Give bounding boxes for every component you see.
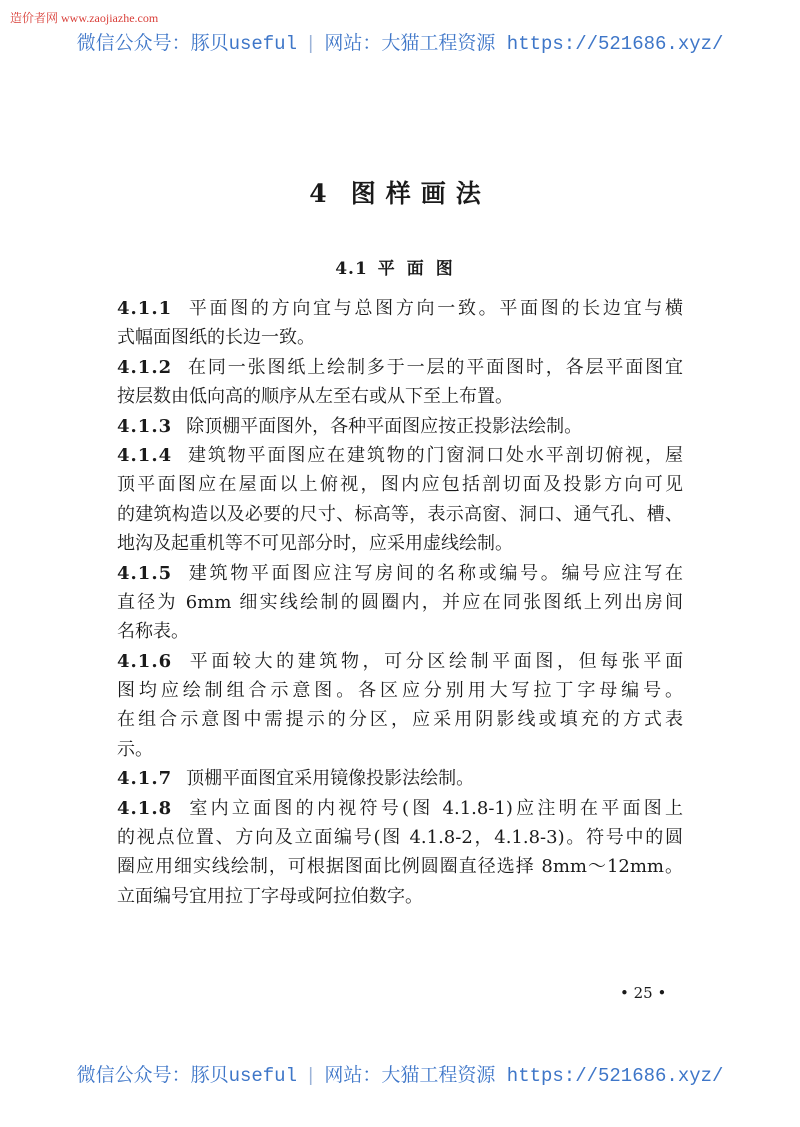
clause-4-1-5 xyxy=(117,559,683,647)
text-line xyxy=(117,559,683,588)
text-line xyxy=(117,353,683,382)
watermark-left: 微信公众号：豚贝useful xyxy=(76,33,297,55)
clause-number: 4.1.3 xyxy=(117,415,173,437)
line-text: 圈应用细实线绘制，可根据图面比例圆圈直径选择 8mm～12mm。 xyxy=(117,856,683,878)
clause-number: 4.1.1 xyxy=(117,298,173,319)
text-line xyxy=(117,382,683,411)
line-text: 平面图的方向宜与总图方向一致。平面图的长边宜与横 xyxy=(186,298,683,319)
line-text: 示。 xyxy=(117,738,153,760)
text-line xyxy=(117,882,683,911)
line-text: 式幅面图纸的长边一致。 xyxy=(117,327,315,349)
line-text: 地沟及起重机等不可见部分时，应采用虚线绘制。 xyxy=(117,533,513,555)
line-text: 平面较大的建筑物，可分区绘制平面图，但每张平面 xyxy=(186,650,683,672)
text-line xyxy=(117,764,683,793)
clause-4-1-1 xyxy=(117,294,683,353)
chapter-number: 4 xyxy=(309,179,337,208)
line-text: 的建筑构造以及必要的尺寸、标高等，表示高窗、洞口、通气孔、槽、 xyxy=(117,503,683,525)
text-line xyxy=(117,794,683,823)
watermark-left: 微信公众号：豚贝useful xyxy=(76,1065,297,1087)
footer-watermark xyxy=(0,1060,800,1087)
line-text: 直径为 6mm 细实线绘制的圆圈内，并应在同张图纸上列出房间 xyxy=(117,591,683,613)
text-line xyxy=(117,735,683,764)
text-line xyxy=(117,294,683,323)
section-title xyxy=(0,254,800,279)
line-text: 在组合示意图中需提示的分区，应采用阴影线或填充的方式表 xyxy=(117,709,683,731)
clause-number: 4.1.6 xyxy=(117,650,173,672)
text-line xyxy=(117,705,683,734)
watermark-separator: | xyxy=(304,1065,317,1087)
clause-4-1-7 xyxy=(117,764,683,793)
body-text xyxy=(117,294,683,911)
line-text: 按层数由低向高的顺序从左至右或从下至上布置。 xyxy=(117,386,513,408)
chapter-title-text: 图样画法 xyxy=(350,179,491,208)
line-text: 顶平面图应在屋面以上俯视，图内应包括剖切面及投影方向可见 xyxy=(117,474,683,496)
clause-4-1-2 xyxy=(117,353,683,412)
watermark-separator: | xyxy=(304,33,317,55)
watermark-right: 网站：大猫工程资源 https://521686.xyz/ xyxy=(324,1065,724,1087)
clause-number: 4.1.5 xyxy=(117,562,173,584)
line-text: 在同一张图纸上绘制多于一层的平面图时，各层平面图宜 xyxy=(186,356,683,378)
text-line xyxy=(117,441,683,470)
text-line xyxy=(117,588,683,617)
text-line xyxy=(117,500,683,529)
line-text: 顶棚平面图宜采用镜像投影法绘制。 xyxy=(186,768,475,790)
text-line xyxy=(117,529,683,558)
text-line xyxy=(117,470,683,499)
source-watermark: 造价者网 www.zaojiazhe.com xyxy=(10,11,159,25)
text-line xyxy=(117,676,683,705)
clause-number: 4.1.7 xyxy=(117,768,173,790)
text-line xyxy=(117,412,683,441)
clause-4-1-3 xyxy=(117,412,683,441)
clause-4-1-6 xyxy=(117,647,683,765)
clause-number: 4.1.8 xyxy=(117,797,173,819)
clause-4-1-4 xyxy=(117,441,683,559)
line-text: 室内立面图的内视符号(图 4.1.8-1)应注明在平面图上 xyxy=(186,797,683,819)
text-line xyxy=(117,647,683,676)
text-line xyxy=(117,323,683,352)
text-line xyxy=(117,617,683,646)
line-text: 图均应绘制组合示意图。各区应分别用大写拉丁字母编号。 xyxy=(117,680,683,702)
line-text: 除顶棚平面图外，各种平面图应按正投影法绘制。 xyxy=(186,415,583,437)
line-text: 立面编号宜用拉丁字母或阿拉伯数字。 xyxy=(117,885,423,907)
section-number: 4.1 xyxy=(335,259,368,279)
section-title-text: 平面图 xyxy=(377,259,465,279)
line-text: 的视点位置、方向及立面编号(图 4.1.8-2，4.1.8-3)。符号中的圆 xyxy=(117,827,683,849)
line-text: 建筑物平面图应在建筑物的门窗洞口处水平剖切俯视，屋 xyxy=(186,444,683,466)
header-watermark xyxy=(0,28,800,55)
clause-number: 4.1.4 xyxy=(117,444,173,466)
clause-4-1-8 xyxy=(117,794,683,912)
chapter-title xyxy=(0,174,800,210)
watermark-right: 网站：大猫工程资源 https://521686.xyz/ xyxy=(324,33,724,55)
clause-number: 4.1.2 xyxy=(117,356,173,378)
text-line xyxy=(117,823,683,852)
line-text: 名称表。 xyxy=(117,621,189,643)
page-number: • 25 • xyxy=(620,984,667,1002)
text-line xyxy=(117,852,683,881)
line-text: 建筑物平面图应注写房间的名称或编号。编号应注写在 xyxy=(186,562,683,584)
